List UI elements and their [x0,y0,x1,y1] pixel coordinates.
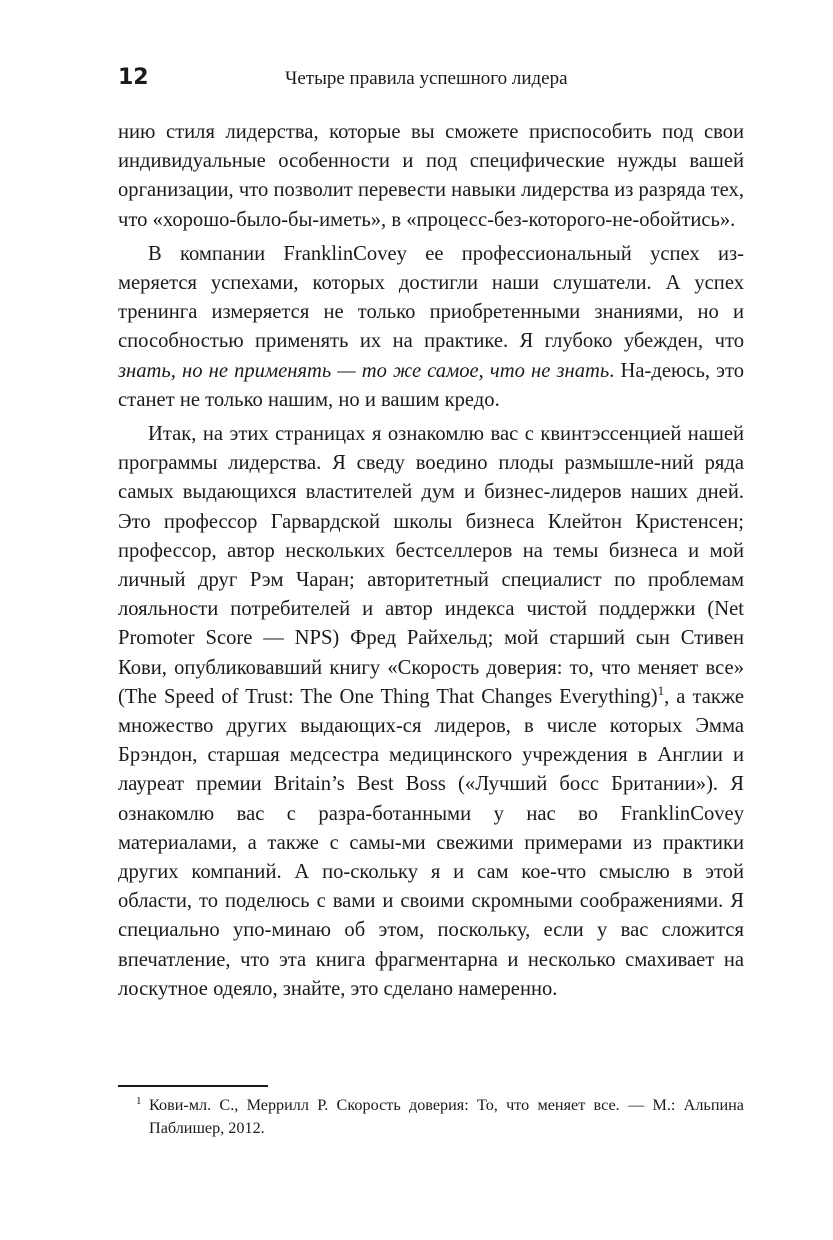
paragraph-1: нию стиля лидерства, которые вы сможете приспособить под свои индивидуальные особенности и под специфические нужды вашей организации, что позволит перевести навыки лидерства из разряда тех, что «хорошо-было-бы-иметь», в «процесс-без-которого-не-обойтись». [118,121,744,231]
paragraph-2-italic: знать, но не применять — то же самое, что не знать [118,359,610,382]
page-number: 12 [118,65,149,90]
main-text [118,118,744,1009]
footnote-mark: 1 [136,1095,142,1107]
paragraph-3-start: Итак, на этих страницах я ознакомлю вас с квинтэссенцией нашей программы лидерства. Я сведу воедино плоды размышле-ний ряда самых выдающихся властителей дум и бизнес-лидеров наших дней. Это профессор Гарвардской школы бизнеса Клейтон Кристенсен; профессор, автор нескольких бестселлеров на темы бизнеса и мой личный друг Рэм Чаран; авторитетный специалист по проблемам лояльности потребителей и автор индекса чистой поддержки (Net Promoter Score — NPS) Фред Райхельд; мой старший сын Стивен Кови, опубликовавший книгу «Скорость доверия: то, что меняет все» (The Speed of Trust: The One Thing That Changes Everything) [118,423,744,708]
paragraph-3 [118,420,744,1004]
paragraph-3-end: , а также множество других выдающих-ся лидеров, в числе которых Эмма Брэндон, старшая медсестра медицинского учреждения в Англии и лауреат премии Britain’s Best Boss («Лучший босс Британии»). Я ознакомлю вас с разра-ботанными у нас во FranklinCovey материалами, а также с самы-ми свежими примерами из практики других компаний. А по-скольку я и сам кое-что смыслю в этой области, то поделюсь с вами и своими скромными соображениями. Я специально упо-минаю об этом, поскольку, если у вас сложится впечатление, что эта книга фрагментарна и несколько смахивает на лоскутное одеяло, знайте, это сделано намеренно. [118,685,744,1000]
footnote-text: Кови-мл. С., Меррилл Р. Скорость доверия: То, что меняет все. — М.: Альпина Паблишер, 2012. [149,1096,744,1137]
paragraph-2-start: В компании FranklinCovey ее профессиональный успех из-меряется успехами, которых достигли наши слушатели. А успех тренинга измеряется не только приобретенными знаниями, но и способностью применять их на практике. Я глубоко убежден, что [118,242,744,353]
footnote-reference: 1 [657,683,665,698]
paragraph-2-end: . На-деюсь, это станет не только нашим, но и вашим кредо. [118,359,744,411]
footnote-divider [118,1085,268,1087]
paragraph-2 [118,240,744,415]
running-title: Четыре правила успешного лидера [285,68,568,89]
footnote [118,1094,744,1140]
